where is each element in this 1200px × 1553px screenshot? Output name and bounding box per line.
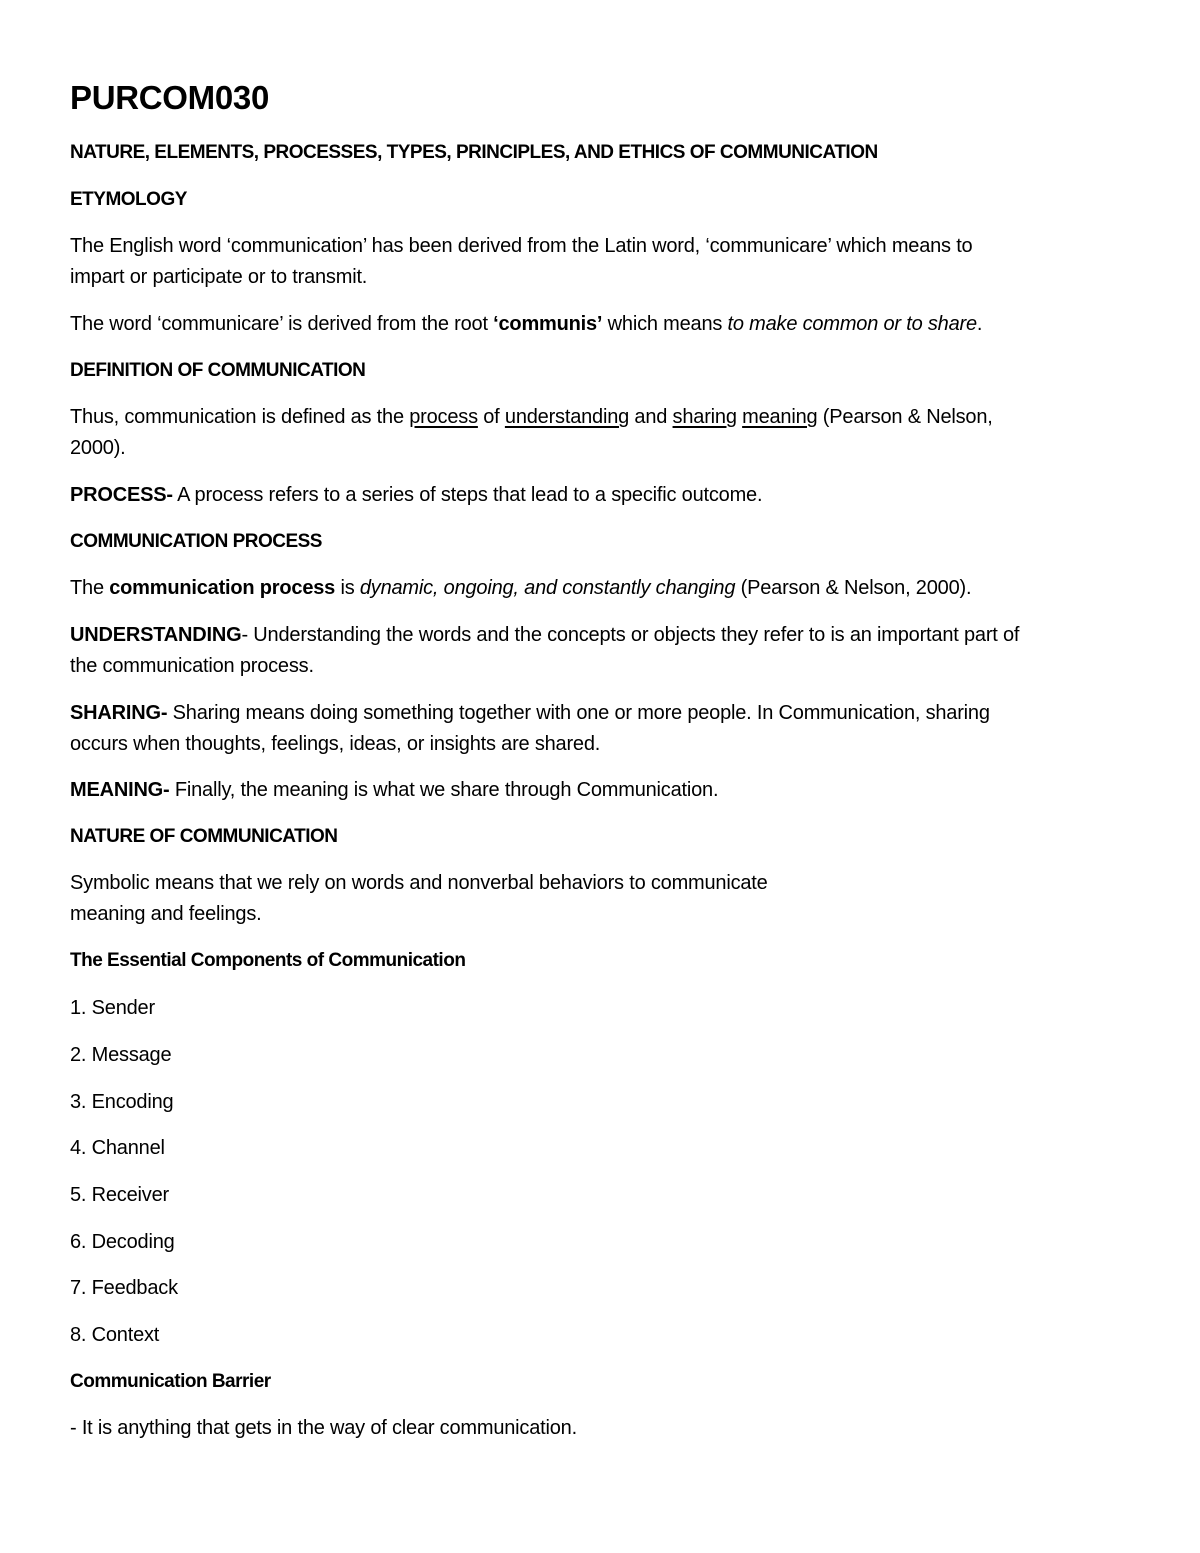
understanding-text: - Understanding the words and the concepts or objects they refer to is an important part of <box>241 624 1020 646</box>
list-item: 4. Channel <box>70 1137 165 1159</box>
etymology-root-paragraph <box>70 310 982 338</box>
sharing-label: SHARING- <box>70 702 168 724</box>
definition-line-1 <box>70 403 993 431</box>
nature-line-2: meaning and feelings. <box>70 903 262 925</box>
definition-line-2: 2000). <box>70 437 126 459</box>
sharing-line-1 <box>70 699 990 727</box>
cp-term: communication process <box>109 577 336 599</box>
etymology-meaning: to make common or to share <box>727 313 977 335</box>
cp-text-mid: is <box>335 577 360 599</box>
definition-sep: and <box>629 406 673 428</box>
cp-citation: (Pearson & Nelson, 2000). <box>735 577 972 599</box>
definition-citation: (Pearson & Nelson, <box>817 406 993 428</box>
document-subtitle: NATURE, ELEMENTS, PROCESSES, TYPES, PRINCIPLES, AND ETHICS OF COMMUNICATION <box>70 142 878 163</box>
cp-text: The <box>70 577 110 599</box>
understanding-line-2: the communication process. <box>70 655 314 677</box>
process-paragraph <box>70 481 762 509</box>
list-item: 1. Sender <box>70 997 155 1019</box>
components-heading: The Essential Components of Communication <box>70 950 466 971</box>
etymology-paragraph-line-1: The English word ‘communication’ has been derived from the Latin word, ‘communicare’ which means to <box>70 235 973 257</box>
definition-heading: DEFINITION OF COMMUNICATION <box>70 360 366 381</box>
list-item: 8. Context <box>70 1324 160 1346</box>
term-understanding: understanding <box>504 406 630 428</box>
nature-heading: NATURE OF COMMUNICATION <box>70 826 338 847</box>
sharing-text: Sharing means doing something together with one or more people. In Communication, sharing <box>167 702 990 724</box>
meaning-text: Finally, the meaning is what we share through Communication. <box>169 779 719 801</box>
barrier-heading: Communication Barrier <box>70 1371 271 1392</box>
term-meaning: meaning <box>742 406 818 428</box>
communication-process-paragraph <box>70 574 971 602</box>
etymology-root-end: . <box>976 313 983 335</box>
understanding-line-1 <box>70 621 1019 649</box>
process-label: PROCESS- <box>70 484 173 506</box>
definition-sep: of <box>477 406 505 428</box>
sharing-line-2: occurs when thoughts, feelings, ideas, or insights are shared. <box>70 733 601 755</box>
list-item: 5. Receiver <box>70 1184 169 1206</box>
communication-process-heading: COMMUNICATION PROCESS <box>70 531 322 552</box>
understanding-label: UNDERSTANDING <box>70 624 242 646</box>
nature-line-1: Symbolic means that we rely on words and nonverbal behaviors to communicate <box>70 872 768 894</box>
communis-term: ‘communis’ <box>493 313 603 335</box>
term-process: process <box>409 406 478 428</box>
meaning-label: MEANING- <box>70 779 170 801</box>
etymology-paragraph-line-2: impart or participate or to transmit. <box>70 266 368 288</box>
process-text: A process refers to a series of steps that lead to a specific outcome. <box>172 484 763 506</box>
barrier-text: - It is anything that gets in the way of clear communication. <box>70 1417 577 1439</box>
meaning-paragraph <box>70 776 718 804</box>
list-item: 6. Decoding <box>70 1231 175 1253</box>
cp-description: dynamic, ongoing, and constantly changing <box>359 577 736 599</box>
term-sharing: sharing <box>672 406 737 428</box>
definition-text: Thus, communication is defined as the <box>70 406 410 428</box>
etymology-root-text: The word ‘communicare’ is derived from the root <box>70 313 494 335</box>
list-item: 7. Feedback <box>70 1277 178 1299</box>
etymology-heading: ETYMOLOGY <box>70 189 187 210</box>
etymology-root-text-mid: which means <box>602 313 728 335</box>
document-title: PURCOM030 <box>70 79 270 116</box>
list-item: 3. Encoding <box>70 1091 174 1113</box>
list-item: 2. Message <box>70 1044 172 1066</box>
